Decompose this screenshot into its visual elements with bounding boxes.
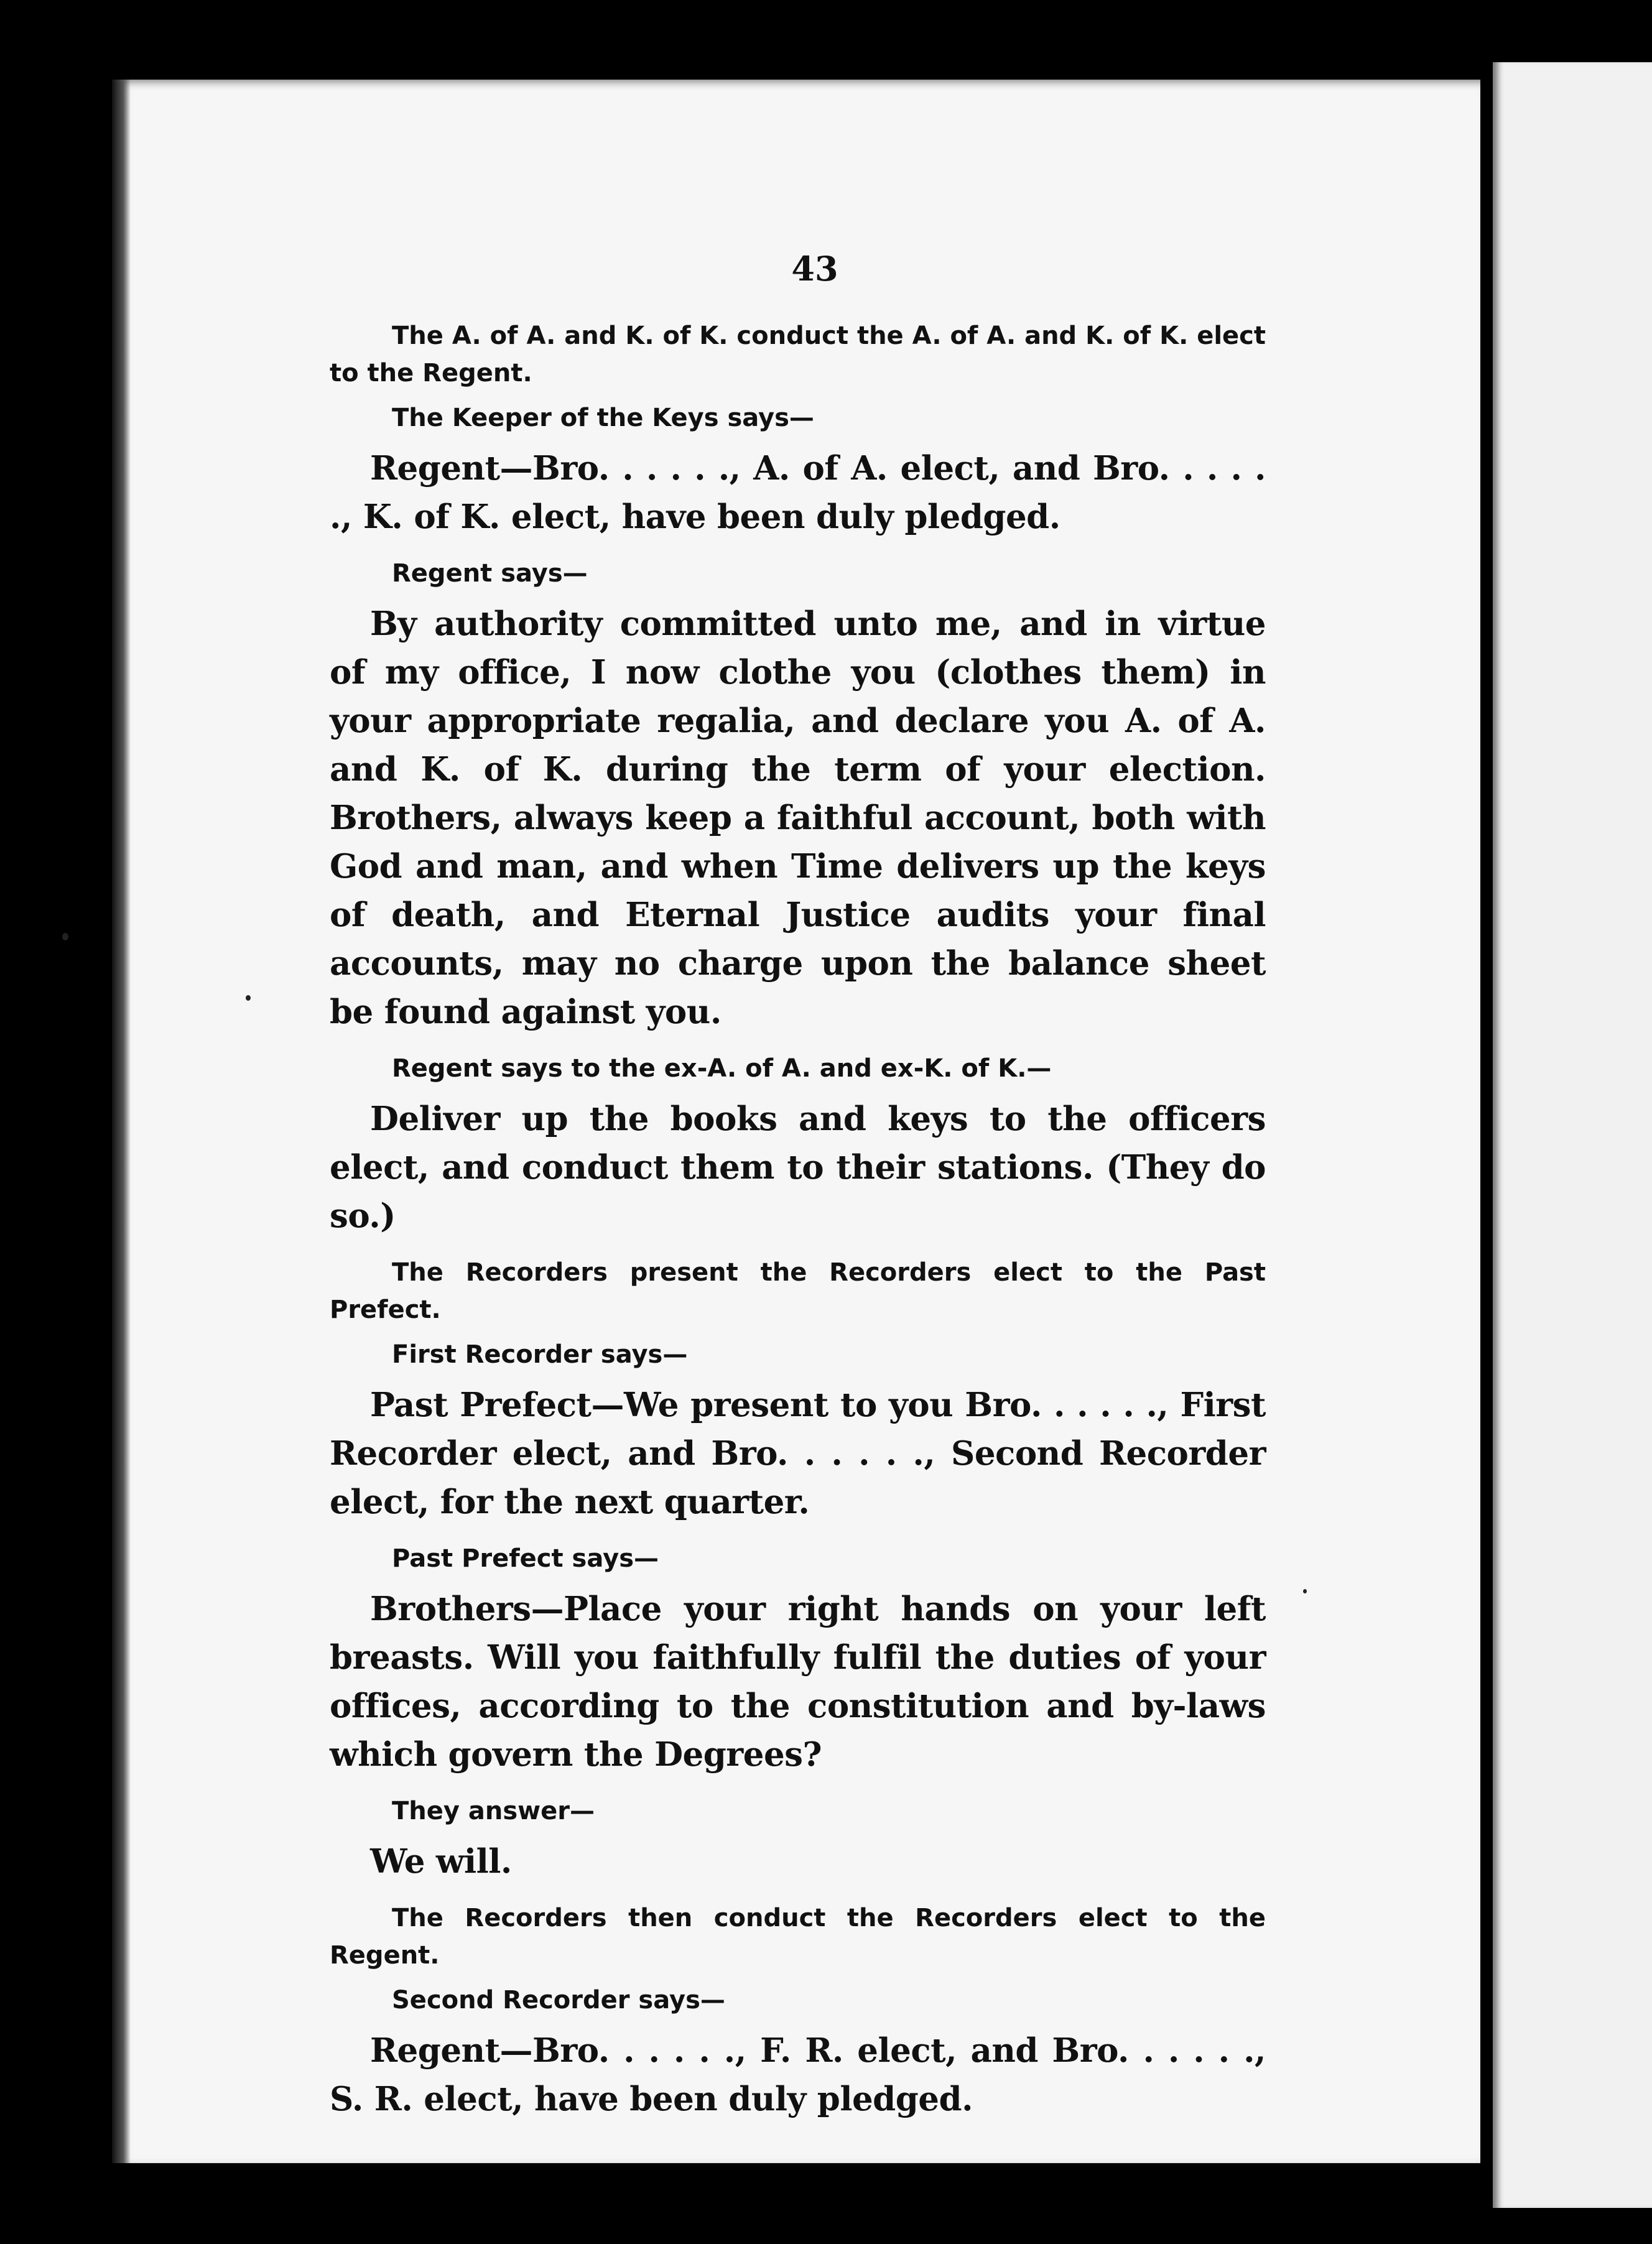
speaker-cue: Past Prefect says— [392,1544,659,1573]
speaker-cue: The Keeper of the Keys says— [392,404,814,432]
speaker-cue: Regent says to the ex-A. of A. and ex-K. of K.— [392,1054,1052,1083]
stage-direction: The Recorders then conduct the Recorders elect to the Regent. [330,1904,1266,1970]
spoken-text: By authority committed unto me, and in virtue of my office, I now clothe you (clothes them) in your appropriate regalia, and declare you A. of A. and K. of K. during the term of your election. Brothers, always keep a faithful account, both with God and man, and when Time delivers up the keys of death, and Eternal Justice audits your final accounts, may no charge upon the balance sheet be found against you. [330,605,1266,1031]
facing-page-edge [1493,62,1652,2208]
spoken-text: Past Prefect—We present to you Bro. . . . . ., First Recorder elect, and Bro. . . . . ., Second Recorder elect, for the next quarter. [330,1386,1266,1521]
spoken-text: Regent—Bro. . . . . ., F. R. elect, and Bro. . . . . ., S. R. elect, have been duly pledged. [330,2031,1266,2118]
stage-direction: The A. of A. and K. of K. conduct the A. of A. and K. of K. elect to the Regent. [330,322,1266,387]
page-body-text [330,317,1266,2137]
speaker-cue: Regent says— [392,559,588,588]
stage-direction: The Recorders present the Recorders elect to the Past Prefect. [330,1258,1266,1324]
page-gutter-shadow [112,80,131,2163]
spoken-text: Brothers—Place your right hands on your left breasts. Will you faithfully fulfil the duties of your offices, according to the constitution and by-laws which govern the Degrees? [330,1590,1266,1774]
speaker-cue: Second Recorder says— [392,1986,725,2014]
scan-speck [1303,1589,1307,1593]
scan-speck [62,933,68,940]
spoken-text: Deliver up the books and keys to the officers elect, and conduct them to their stations. (They do so.) [330,1100,1266,1235]
spoken-text: Regent—Bro. . . . . ., A. of A. elect, and Bro. . . . . ., K. of K. elect, have been duly pledged. [330,449,1266,536]
spoken-text: We will. [370,1842,512,1881]
speaker-cue: First Recorder says— [392,1340,688,1369]
scan-speck [246,995,251,1001]
speaker-cue: They answer— [392,1797,595,1825]
page-number: 43 [791,249,838,289]
